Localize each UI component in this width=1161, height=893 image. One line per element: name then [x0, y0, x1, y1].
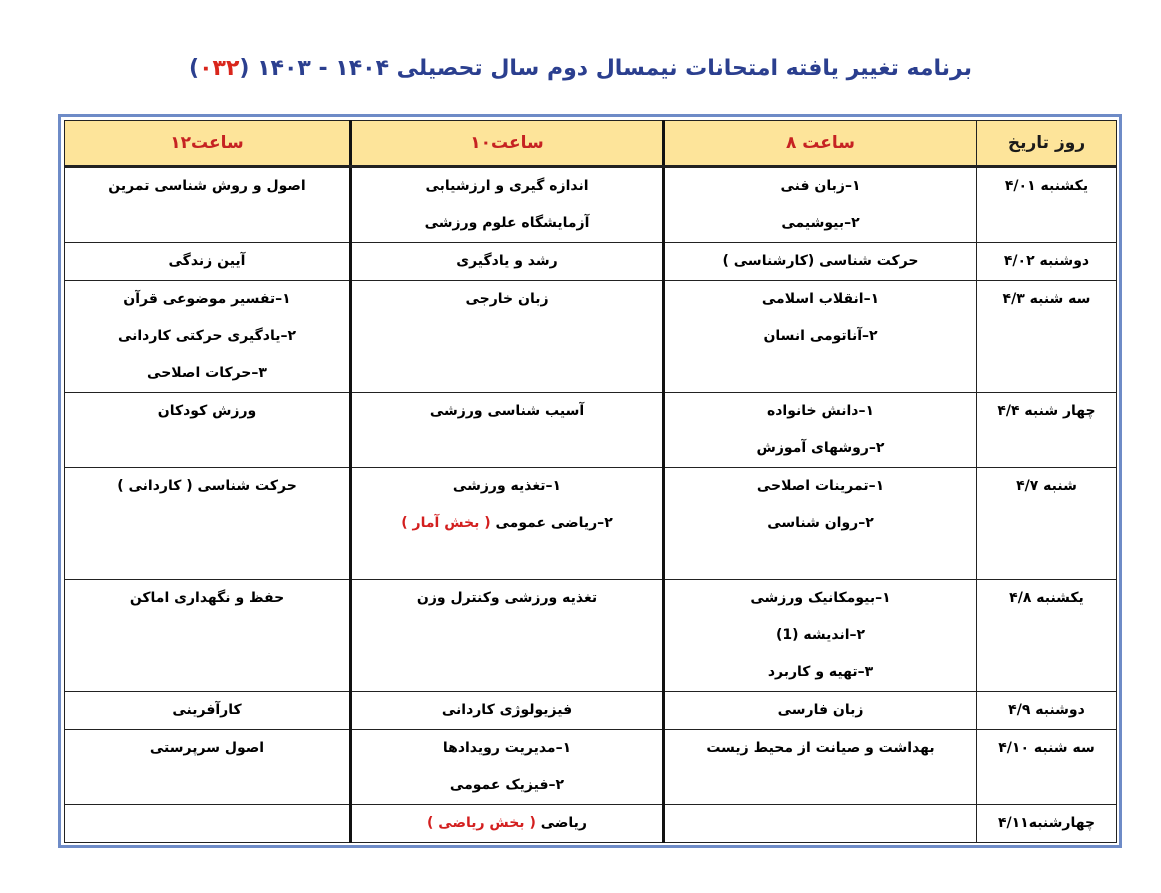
cell-line: ۲–فیزیک عمومی	[449, 777, 565, 793]
cell-12	[65, 805, 351, 843]
cell-line: رشد و یادگیری	[456, 253, 558, 269]
cell-line: کارآفرینی	[172, 702, 242, 718]
cell-line: اصول و روش شناسی تمرین	[108, 178, 306, 194]
cell-8	[664, 580, 977, 692]
cell-line: آیین زندگی	[168, 253, 246, 269]
cell-line: ۲–یادگیری حرکتی کاردانی	[117, 328, 297, 344]
cell-8	[664, 730, 977, 805]
cell-line: ۱–تمرینات اصلاحی	[756, 478, 885, 494]
cell-12	[65, 281, 351, 393]
cell-12	[65, 692, 351, 730]
cell-line: تغذیه ورزشی وکنترل وزن	[416, 590, 598, 606]
cell-8	[664, 393, 977, 468]
cell-10	[351, 243, 664, 281]
cell-line: ۱–تغذیه ورزشی	[452, 478, 562, 494]
cell-line: ۲–اندیشه (1)	[775, 627, 866, 643]
cell-10	[351, 580, 664, 692]
title-code: ۰۳۲	[199, 55, 240, 81]
cell-8	[664, 692, 977, 730]
cell-day: سه شنبه ۴/۳	[977, 281, 1117, 393]
cell-line	[356, 505, 658, 542]
section-note-red: ( بخش آمار )	[401, 515, 491, 531]
table-row	[65, 393, 1117, 468]
math-text: ریاضی	[535, 815, 587, 831]
cell-line: اندازه گیری و ارزشیابی	[425, 178, 589, 194]
title-close: )	[189, 55, 200, 81]
cell-line: ۲–روان شناسی	[767, 515, 874, 531]
cell-10	[351, 393, 664, 468]
cell-10	[351, 805, 664, 843]
cell-line: زبان خارجی	[465, 291, 549, 307]
cell-line: حفظ و نگهداری اماکن	[129, 590, 285, 606]
cell-line: آزمایشگاه علوم ورزشی	[424, 215, 590, 231]
cell-line: ورزش کودکان	[157, 403, 257, 419]
cell-12	[65, 468, 351, 580]
page-title	[0, 44, 1161, 92]
cell-12	[65, 243, 351, 281]
cell-10	[351, 692, 664, 730]
cell-10	[351, 281, 664, 393]
cell-10	[351, 468, 664, 580]
cell-line: ۱–مدیریت رویدادها	[442, 740, 572, 756]
cell-line: فیزیولوژی کاردانی	[441, 702, 573, 718]
cell-line: ۱–دانش خانواده	[766, 403, 875, 419]
cell-12	[65, 730, 351, 805]
table-row	[65, 468, 1117, 580]
cell-8	[664, 468, 977, 580]
header-10: ساعت۱۰	[351, 121, 664, 167]
cell-line: اصول سرپرستی	[149, 740, 265, 756]
cell-8	[664, 281, 977, 393]
cell-line	[356, 805, 658, 842]
cell-line: آسیب شناسی ورزشی	[429, 403, 585, 419]
cell-line: ۱–تفسیر موضوعی قرآن	[123, 291, 291, 307]
cell-day: یکشنبه ۴/۰۱	[977, 167, 1117, 243]
cell-line: زبان فارسی	[777, 702, 864, 718]
cell-day: دوشنبه ۴/۰۲	[977, 243, 1117, 281]
cell-day: چهار شنبه ۴/۴	[977, 393, 1117, 468]
cell-line: ۳–تهیه و کاربرد	[767, 664, 874, 680]
cell-day: سه شنبه ۴/۱۰	[977, 730, 1117, 805]
cell-8	[664, 243, 977, 281]
cell-line: ۲–بیوشیمی	[781, 215, 860, 231]
cell-line: ۱–انقلاب اسلامی	[761, 291, 880, 307]
header-8: ساعت ۸	[664, 121, 977, 167]
table-row	[65, 730, 1117, 805]
exam-schedule-table	[64, 120, 1117, 843]
cell-10	[351, 730, 664, 805]
cell-day: شنبه ۴/۷	[977, 468, 1117, 580]
table-row	[65, 805, 1117, 843]
section-note-red: ( بخش ریاضی )	[427, 815, 536, 831]
cell-line: ۲–آناتومی انسان	[763, 328, 878, 344]
cell-line: ۳–حرکات اصلاحی	[147, 365, 267, 381]
schedule-frame	[58, 114, 1122, 848]
cell-line: حرکت شناسی (کارشناسی )	[722, 253, 919, 269]
table-row	[65, 580, 1117, 692]
table-row	[65, 692, 1117, 730]
cell-line: بهداشت و صیانت از محیط زیست	[706, 740, 935, 756]
cell-12	[65, 393, 351, 468]
math-general-text: ۲–ریاضی عمومی	[490, 515, 613, 531]
header-12: ساعت۱۲	[65, 121, 351, 167]
cell-line: حرکت شناسی ( کاردانی )	[117, 478, 297, 494]
header-day: روز تاریخ	[977, 121, 1117, 167]
cell-12	[65, 580, 351, 692]
cell-line: ۱–بیومکانیک ورزشی	[750, 590, 891, 606]
cell-day: دوشنبه ۴/۹	[977, 692, 1117, 730]
cell-8	[664, 167, 977, 243]
table-row	[65, 167, 1117, 243]
table-row	[65, 281, 1117, 393]
title-main: برنامه تغییر یافته امتحانات نیمسال دوم سال تحصیلی ۱۴۰۴ - ۱۴۰۳ (	[239, 55, 972, 81]
cell-day: چهارشنبه۴/۱۱	[977, 805, 1117, 843]
table-header-row	[65, 121, 1117, 167]
cell-10	[351, 167, 664, 243]
cell-8	[664, 805, 977, 843]
cell-line: ۱–زبان فنی	[780, 178, 861, 194]
cell-line: ۲–روشهای آموزش	[756, 440, 885, 456]
table-row	[65, 243, 1117, 281]
cell-12	[65, 167, 351, 243]
cell-day: یکشنبه ۴/۸	[977, 580, 1117, 692]
